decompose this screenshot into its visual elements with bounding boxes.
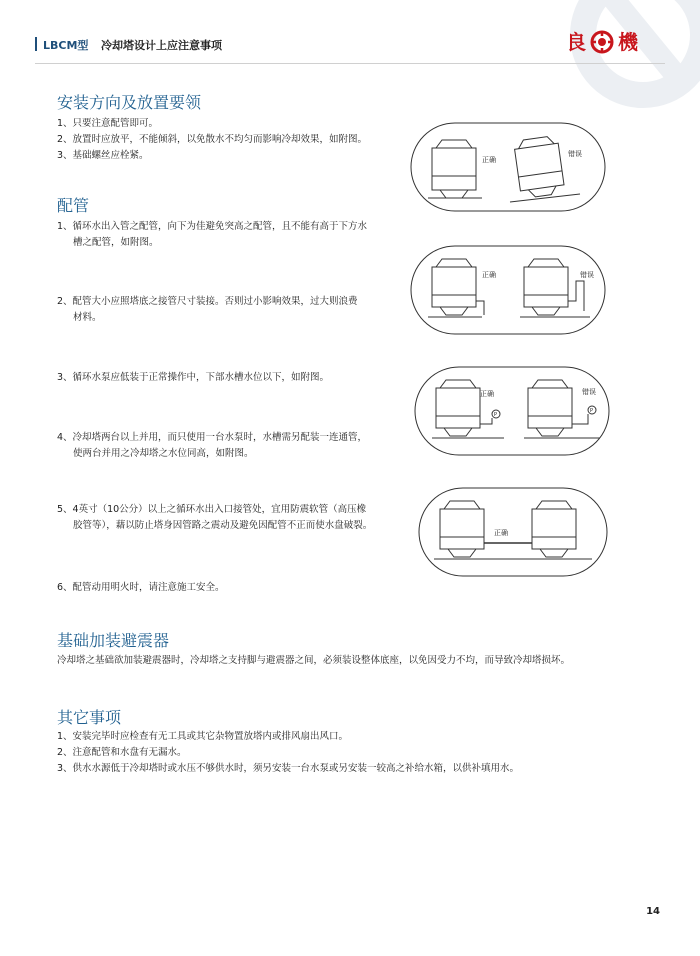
fig1-correct-label: 正确 <box>482 156 496 164</box>
figure-pump <box>414 366 610 456</box>
section-heading-piping: 配管 <box>57 196 90 215</box>
fig3-wrong-label: 错误 <box>582 388 596 396</box>
fig4-correct-label: 正确 <box>494 529 508 537</box>
install-item-1: 1、只要注意配管即可。 <box>57 118 159 129</box>
tower-left-icon <box>440 501 484 557</box>
install-item-2: 2、放置时应放平，不能倾斜，以免散水不均匀而影响冷却效果，如附图。 <box>57 134 368 145</box>
brand-left-char: 良 <box>566 30 586 54</box>
header-title: 冷却塔设计上应注意事项 <box>101 39 222 52</box>
piping-item-1-line-2: 槽之配管，如附图。 <box>73 237 159 248</box>
piping-item-6: 6、配管动用明火时，请注意施工安全。 <box>57 582 225 593</box>
header-model: LBCM型 <box>43 39 89 52</box>
piping-item-2-line-1: 2、配管大小应照塔底之接管尺寸装接。否则过小影响效果，过大则浪费 <box>57 296 358 307</box>
section-heading-foundation: 基础加装避震器 <box>57 631 170 650</box>
figure-placement <box>410 122 606 212</box>
fig3-correct-label: 正确 <box>480 390 494 398</box>
page-number: 14 <box>646 906 660 917</box>
watermark-logo <box>568 0 700 110</box>
other-item-3: 3、供水水源低于冷却塔时或水压不够供水时，须另安装一台水泵或另安装一较高之补给水箱，以供补填用水。 <box>57 763 520 774</box>
piping-item-1-line-1: 1、循环水出入管之配管，向下为佳避免突高之配管，且不能有高于下方水 <box>57 221 368 232</box>
section-heading-other: 其它事项 <box>57 708 122 727</box>
foundation-text: 冷却塔之基础欲加装避震器时，冷却塔之支持脚与避震器之间，必须装设整体底座，以免因受力不均，而导致冷却塔损坏。 <box>57 655 571 666</box>
figure-piping <box>410 245 606 335</box>
fig2-correct-label: 正确 <box>482 271 496 279</box>
piping-item-4-line-2: 使两台并用之冷却塔之水位同高，如附图。 <box>73 448 254 459</box>
fig2-wrong-label: 错误 <box>580 271 594 279</box>
tower-correct-icon <box>428 259 484 317</box>
piping-item-3: 3、循环水泵应低装于正常操作中，下部水槽水位以下，如附图。 <box>57 372 330 383</box>
tower-wrong-icon <box>520 259 590 317</box>
header-accent-bar <box>35 37 37 51</box>
brand <box>566 30 638 54</box>
tower-correct-icon <box>432 380 504 438</box>
piping-item-5-line-1: 5、4英寸（10公分）以上之循环水出入口接管处，宜用防震软管（高压橡 <box>57 504 367 515</box>
tower-wrong-icon <box>513 135 565 199</box>
brand-logo-icon <box>590 30 614 54</box>
other-item-1: 1、安装完毕时应检查有无工具或其它杂物置放塔内或排风扇出风口。 <box>57 731 349 742</box>
piping-item-5-line-2: 胶管等），藉以防止塔身因管路之震动及避免因配管不正而使水盘破裂。 <box>73 520 373 531</box>
tower-right-icon <box>532 501 576 557</box>
fig3-pump-correct-label: P <box>494 412 498 418</box>
fig3-pump-wrong-label: P <box>590 408 594 414</box>
tower-correct-icon <box>428 140 482 198</box>
piping-item-4-line-1: 4、冷却塔两台以上并用，而只使用一台水泵时，水槽需另配装一连通管， <box>57 432 368 443</box>
brand-right-char: 機 <box>618 30 638 54</box>
section-heading-install: 安装方向及放置要领 <box>57 93 202 112</box>
other-item-2: 2、注意配管和水盘有无漏水。 <box>57 747 187 758</box>
piping-item-2-line-2: 材料。 <box>73 312 102 323</box>
figure-connection <box>418 487 608 577</box>
install-item-3: 3、基础螺丝应栓紧。 <box>57 150 149 161</box>
header-divider <box>35 63 665 64</box>
fig1-wrong-label: 错误 <box>568 150 582 158</box>
